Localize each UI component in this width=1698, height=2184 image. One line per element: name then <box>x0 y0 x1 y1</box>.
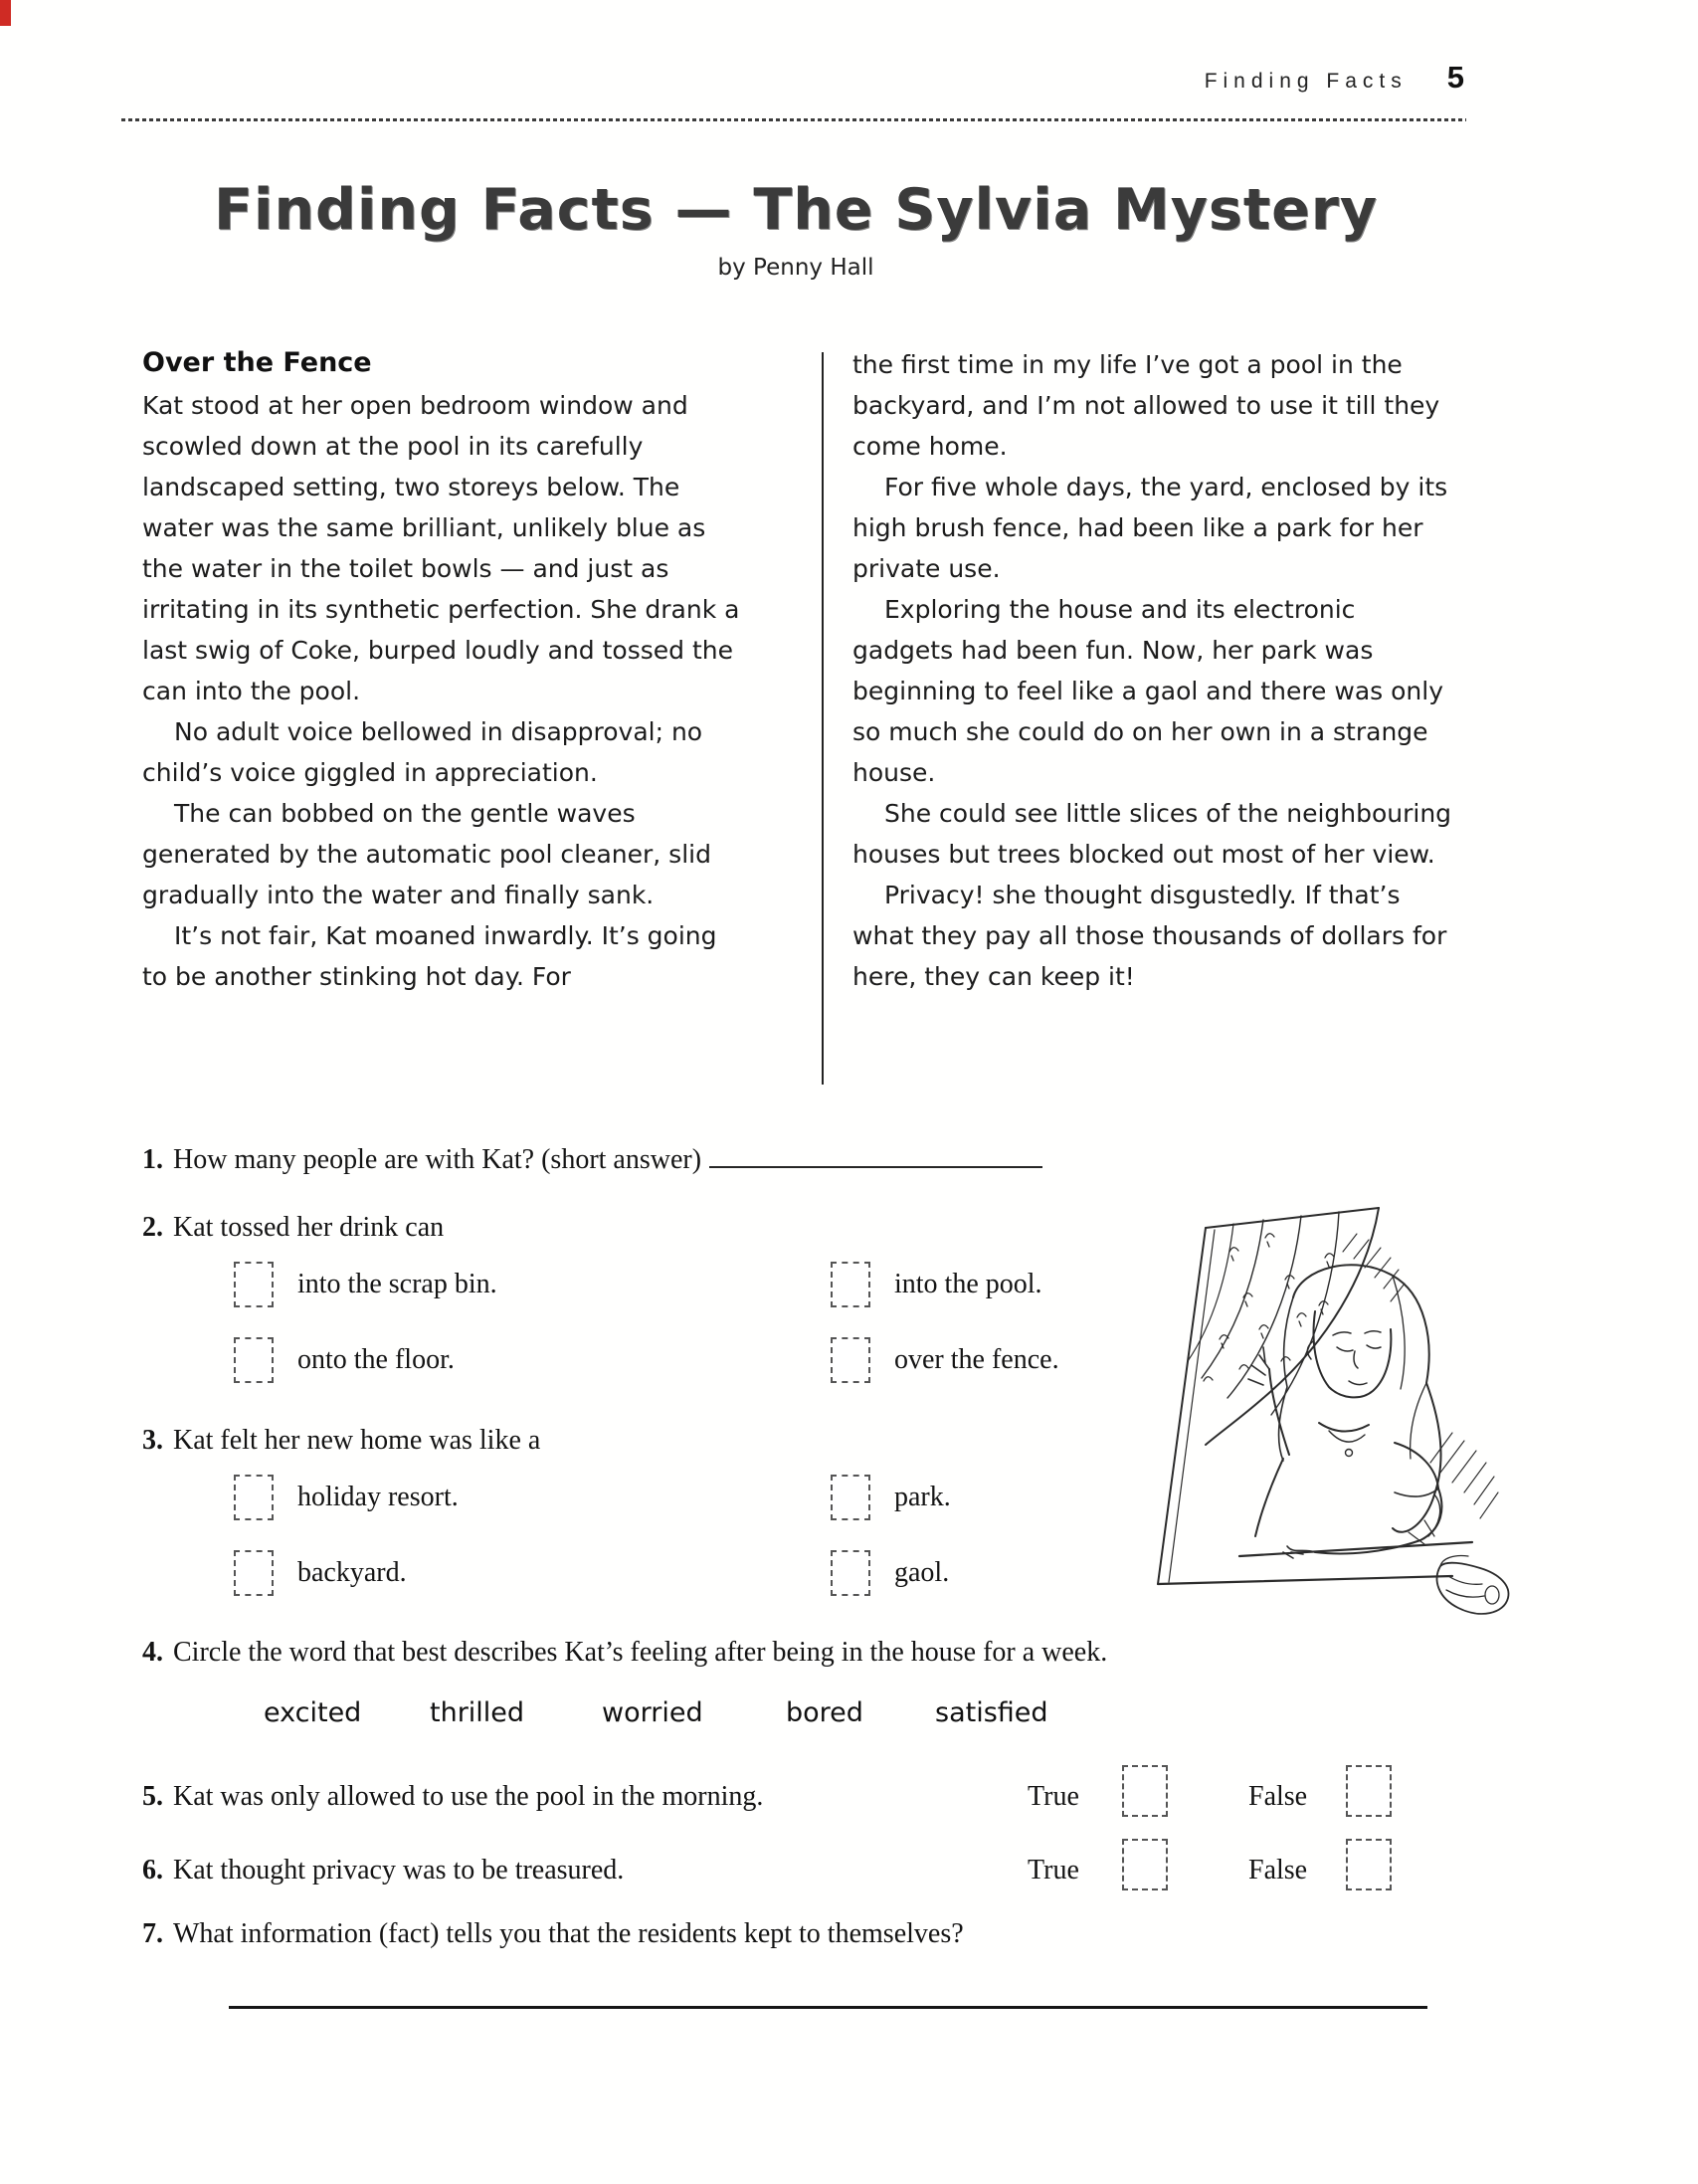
question-6-text: Kat thought privacy was to be treasured. <box>173 1855 625 1886</box>
word-option-worried[interactable]: worried <box>602 1697 703 1728</box>
story-paragraph: No adult voice bellowed in disapproval; no child’s voice giggled in appreciation. <box>142 717 703 787</box>
story-paragraph: Kat stood at her open bedroom window and scowled down at the pool in its carefully landscaped setting, two storeys below. The water was the same brilliant, unlikely blue as the water in the toilet bowls — and just as irritating in its synthetic perfection. She drank a last swig of Coke, burped loudly and tossed the can into the pool. <box>142 391 740 705</box>
q4-word-options <box>142 1697 1236 1737</box>
question-3 <box>142 1425 540 1457</box>
question-1 <box>142 1142 1042 1176</box>
q6-true-checkbox[interactable] <box>1122 1839 1168 1890</box>
checkbox-onto-floor[interactable] <box>234 1337 274 1383</box>
story-paragraph: Privacy! she thought disgustedly. If that’s what they pay all those thousands of dollars for here, they can keep it! <box>852 881 1447 991</box>
checkbox-gaol[interactable] <box>831 1550 870 1596</box>
question-3-number: 3. <box>142 1425 163 1456</box>
question-4-number: 4. <box>142 1637 163 1668</box>
q6-false-checkbox[interactable] <box>1346 1839 1392 1890</box>
story-paragraph: It’s not fair, Kat moaned inwardly. It’s going to be another stinking hot day. For <box>142 921 717 991</box>
story-paragraph: For five whole days, the yard, enclosed by its high brush fence, had been like a park for her private use. <box>852 473 1448 583</box>
checkbox-backyard[interactable] <box>234 1550 274 1596</box>
q2-option-row-1 <box>142 1262 1137 1313</box>
question-2-number: 2. <box>142 1212 163 1243</box>
q6-true-label: True <box>1028 1855 1079 1886</box>
option-label: into the scrap bin. <box>297 1269 497 1299</box>
option-label: park. <box>894 1482 951 1512</box>
story-paragraph: She could see little slices of the neighbouring houses but trees blocked out most of her view. <box>852 799 1452 869</box>
question-2 <box>142 1212 444 1244</box>
q5-true-label: True <box>1028 1781 1079 1812</box>
question-5-number: 5. <box>142 1781 163 1812</box>
option-label: into the pool. <box>894 1269 1042 1299</box>
q3-option-row-2 <box>142 1550 1137 1602</box>
question-3-text: Kat felt her new home was like a <box>173 1425 541 1456</box>
question-7 <box>142 1918 964 1950</box>
question-5-text: Kat was only allowed to use the pool in the morning. <box>173 1781 764 1812</box>
question-2-text: Kat tossed her drink can <box>173 1212 445 1243</box>
question-4-text: Circle the word that best describes Kat’s feeling after being in the house for a week. <box>173 1637 1108 1668</box>
option-label: backyard. <box>297 1557 407 1588</box>
question-7-text: What information (fact) tells you that the residents kept to themselves? <box>173 1918 964 1949</box>
checkbox-over-fence[interactable] <box>831 1337 870 1383</box>
header-section-label: Finding Facts <box>1204 70 1408 93</box>
word-option-bored[interactable]: bored <box>786 1697 863 1728</box>
question-6 <box>142 1843 1565 1898</box>
scan-artifact-red-mark <box>0 0 11 26</box>
q5-false-label: False <box>1248 1781 1308 1812</box>
byline: by Penny Hall <box>717 255 874 281</box>
story-paragraph: the first time in my life I’ve got a pool in the backyard, and I’m not allowed to use it till they come home. <box>852 350 1440 461</box>
checkbox-into-pool[interactable] <box>831 1262 870 1307</box>
q1-answer-line[interactable] <box>709 1142 1042 1168</box>
story-paragraph: The can bobbed on the gentle waves generated by the automatic pool cleaner, slid gradually into the water and finally sank. <box>142 799 711 909</box>
q5-false-checkbox[interactable] <box>1346 1765 1392 1817</box>
story-section <box>142 344 1462 997</box>
question-7-number: 7. <box>142 1918 163 1949</box>
girl-at-window-illustration <box>1144 1194 1542 1624</box>
question-1-text: How many people are with Kat? (short answer) <box>173 1144 702 1175</box>
word-option-thrilled[interactable]: thrilled <box>430 1697 525 1728</box>
q5-true-checkbox[interactable] <box>1122 1765 1168 1817</box>
story-right-column <box>823 344 1462 997</box>
question-6-number: 6. <box>142 1855 163 1886</box>
option-label: holiday resort. <box>297 1482 459 1512</box>
story-left-column <box>142 344 823 997</box>
q2-option-row-2 <box>142 1337 1137 1389</box>
header-page-number: 5 <box>1446 60 1464 95</box>
question-4 <box>142 1637 1107 1669</box>
option-label: over the fence. <box>894 1344 1059 1375</box>
q3-option-row-1 <box>142 1475 1137 1526</box>
question-5 <box>142 1769 1565 1825</box>
story-paragraph: Exploring the house and its electronic gadgets had been fun. Now, her park was beginning to feel like a gaol and there was only so much she could do on her own in a strange house. <box>852 595 1443 787</box>
checkbox-holiday-resort[interactable] <box>234 1475 274 1520</box>
story-heading: Over the Fence <box>142 347 372 378</box>
option-label: onto the floor. <box>297 1344 455 1375</box>
word-option-excited[interactable]: excited <box>264 1697 362 1728</box>
page-title: Finding Facts — The Sylvia Mystery <box>213 177 1379 243</box>
word-option-satisfied[interactable]: satisfied <box>935 1697 1048 1728</box>
header-rule <box>121 118 1466 121</box>
checkbox-park[interactable] <box>831 1475 870 1520</box>
column-divider <box>822 352 824 1085</box>
option-label: gaol. <box>894 1557 950 1588</box>
q6-false-label: False <box>1248 1855 1308 1886</box>
q7-answer-line[interactable] <box>229 2006 1427 2009</box>
page-header <box>995 60 1464 96</box>
checkbox-into-scrap-bin[interactable] <box>234 1262 274 1307</box>
question-1-number: 1. <box>142 1144 163 1175</box>
